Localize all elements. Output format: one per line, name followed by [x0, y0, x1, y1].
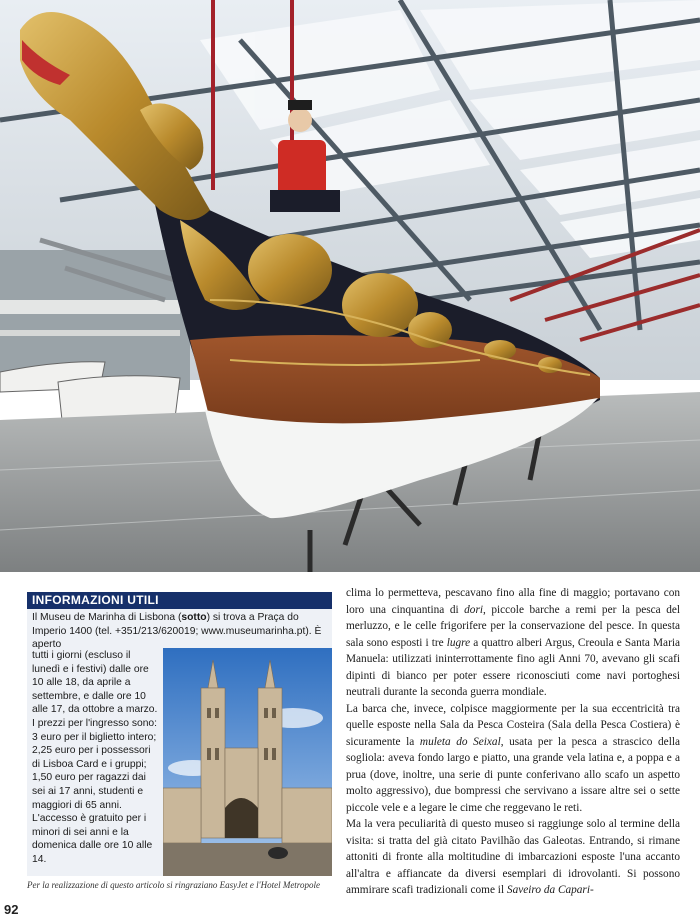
info-box-intro: Il Museu de Marinha di Lisbona (sotto) si trova a Praça do Imperio 1400 (tel. +351/213/620019; www.museumarinha.pt). È aperto — [32, 612, 322, 651]
info-box-hours-prices: tutti i giorni (escluso il lunedì e i festivi) dalle ore 10 alle 18, da aprile a settembre, e dalle ore 10 alle 17, da ottobre a marzo. I prezzi per l'ingresso sono: 3 euro per il biglietto intero; 2,25 euro per i possessori di Lisboa Card e i gruppi; 1,50 euro per ragazzi dai sei ai 17 anni, studenti e maggiori di 65 anni. L'accesso è gratuito per i minori di sei anni e la domenica dalle ore 10 alle 14. — [32, 650, 158, 865]
article-paragraph-1: clima lo permetteva, pescavano fino alla fine di maggio; portavano con loro una cinquantina di dori, piccole barche a remi per la pesca del merluzzo, e le celle frigorifere per la conservazione del pesce. In questa sala sono esposti i tre lugre a quattro alberi Argus, Creoula e Santa Maria Manuela: utilizzati ininterrottamente fino agli Anni 70, avevano gli scafi dipinti di bianco per poter essere riconosciuti come navi portoghesi neutrali durante la seconda guerra mondiale. — [346, 587, 680, 698]
info-box-title: INFORMAZIONI UTILI — [27, 592, 332, 609]
page-number: 92 — [4, 902, 19, 917]
monastery-photo — [163, 648, 332, 876]
info-box — [27, 592, 332, 876]
article-paragraph-3: Ma la vera peculiarità di questo museo si raggiunge solo al termine della visita: si tratta del già citato Pavilhão das Galeotas. Entrando, si rimane attoniti di fronte alla moltitudine di imbarcazioni esposte l'una accanto all'altra e affiancate da diversi esemplari di idrovolanti. Si possono ammirare scafi tradizionali come il Saveiro da Capari- — [346, 818, 680, 896]
photo-credit: Per la realizzazione di questo articolo si ringraziano EasyJet e l'Hotel Metropole — [27, 880, 320, 890]
article-paragraph-2: La barca che, invece, colpisce maggiormente per la sua eccentricità tra quelle esposte nella Sala da Pesca Costeira (Sala della Pesca Costiera) è sicuramente la muleta do Seixal, usata per la pesca a strascico della sogliola: aveva fondo largo e piatto, una grande vela latina e, a poppa e a prua (dove, inoltre, una serie di punte conferivano allo scafo un aspetto molto aggressivo), due bompressi che servivano a issare altre sei o sette piccole vele e a legare le cime che reggevano le reti. — [346, 702, 680, 814]
article-column — [346, 585, 680, 899]
